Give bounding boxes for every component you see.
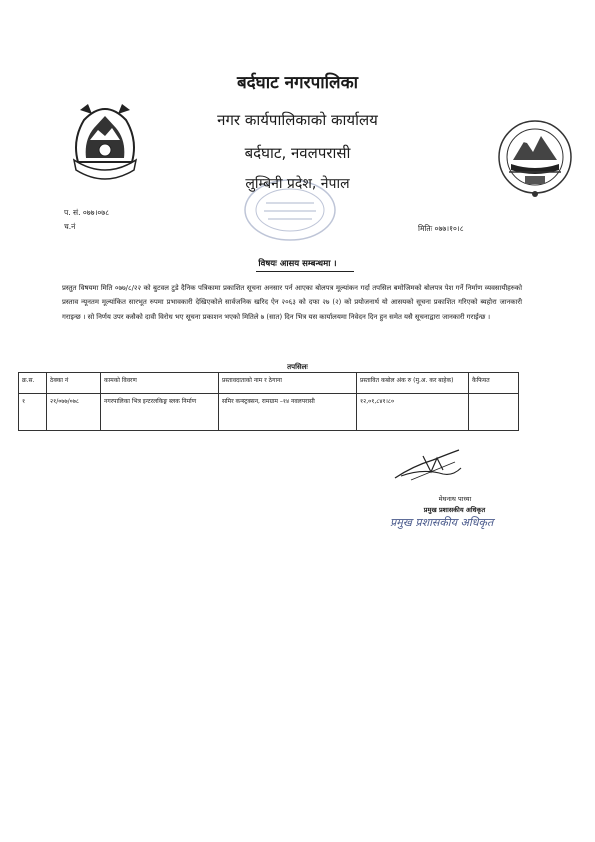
dispatch-number: च.नं [64,222,76,231]
col-work-description: कामको विवरण [101,373,219,394]
table-row [19,394,519,431]
col-serial: क्र.स. [19,373,47,394]
col-bid-amount: प्रस्तावित कबोल अंक रु (मु.अ. कर बाहेक) [357,373,469,394]
col-bidder-name: प्रस्तावदाताको नाम र ठेगाना [219,373,357,394]
bid-table [18,372,519,431]
table-caption: तपसिलः [287,363,308,371]
col-contract-no: ठेक्का नं [47,373,101,394]
letter-date: मितिः ०७७।१०।८ [418,224,464,233]
signatory-title: प्रमुख प्रशासकीय अधिकृत [423,506,486,514]
cell-work-description: नगरपालिका भित्र इन्टरलकिङ्ग ब्लक निर्माण [101,394,219,431]
signatory-name: मेघनाथ पाध्या [438,495,472,503]
cell-contract-no: २१/०७७/०७८ [47,394,101,431]
cell-remarks [469,394,519,431]
cell-bidder-name: समिर कन्स्ट्रक्सन, रामग्राम –१४ नवलपरासी [219,394,357,431]
letter-number: प. सं. ०७७।०७८ [64,208,110,217]
table-header-row [19,373,519,394]
subject-heading: विषयः आसय सम्बन्धमा । [258,259,337,269]
col-remarks: कैफियत [469,373,519,394]
municipality-name: बर्दघाट नगरपालिका [236,73,359,93]
office-name: नगर कार्यपालिकाको कार्यालय [217,111,378,129]
body-paragraph: प्रस्तुत विषयमा मिति ०७७/८/२२ को बुटवल टुडे दैनिक पत्रिकामा प्रकाशित सूचना अनसार पर्न आएका बोलपत्र मूल्यांकन गर्दा तपसिल बमोजिमको बोलपत्र पेश गर्ने निर्माण व्यवसायीहरुको प्रस्ताव न्यूनतम मूल्यांकित सारभूत रुपमा प्रभावकारी देखिएकोले सार्वजनिक खरिद ऐन २०६३ को दफा २७ (२) को प्रयोजनार्थ यो आसयको सूचना प्रकाशित गरिएको ब्यहोरा जानकारी गराइन्छ । सो निर्णय उपर कसैको दावी विरोध भए सूचना प्रकाशन भएको मितिले ७ (सात) दिन भित्र यस कार्यालयमा निवेदन दिन हुन समेत यसै सूचनाद्वारा जानकारी गराईन्छ । [62,284,522,321]
cell-serial: १ [19,394,47,431]
province-country: लुम्बिनी प्रदेश, नेपाल [245,176,350,192]
designation-stamp: प्रमुख प्रशासकीय अधिकृत [390,516,494,529]
cell-bid-amount: १२,०१,८४१।८० [357,394,469,431]
handwritten-signature-icon [393,448,463,482]
office-location: बर्दघाट, नवलपरासी [244,144,351,162]
subject-underline [256,271,354,272]
